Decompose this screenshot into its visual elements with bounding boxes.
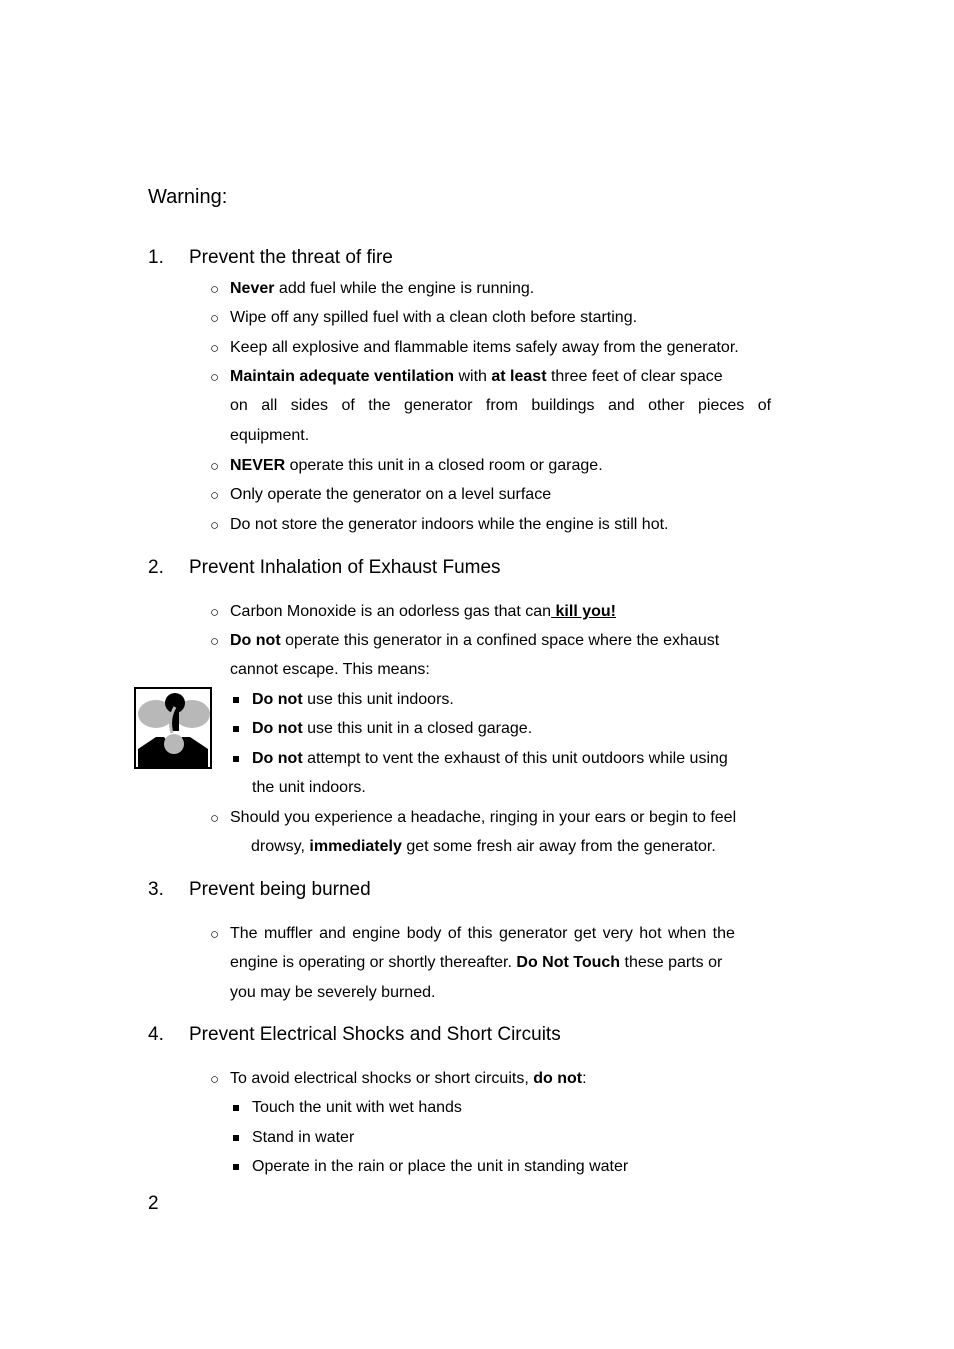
- item-text: The muffler and engine body of this generator get very hot when the: [230, 925, 735, 942]
- square-bullet-icon: [233, 1135, 239, 1141]
- bold-text: Do Not Touch: [516, 954, 621, 971]
- section-title: Prevent Inhalation of Exhaust Fumes: [189, 557, 501, 578]
- item-text: use this unit in a closed garage.: [302, 720, 533, 737]
- item-text: Wipe off any spilled fuel with a clean cloth before starting.: [230, 309, 638, 326]
- item-text: equipment.: [230, 427, 310, 444]
- bold-text: Do not: [230, 632, 281, 649]
- item-text: these parts or: [620, 954, 723, 971]
- circle-bullet-icon: ○: [210, 369, 220, 386]
- emphasis-text: kill you!: [551, 603, 616, 620]
- item-text: operate this generator in a confined space where the exhaust: [280, 632, 720, 649]
- section-number: 4.: [148, 1024, 164, 1045]
- bold-text: do not: [533, 1070, 583, 1087]
- bold-text: Never: [230, 280, 275, 297]
- item-text: Stand in water: [252, 1129, 355, 1146]
- item-text: get some fresh air away from the generator.: [401, 838, 716, 855]
- circle-bullet-icon: ○: [210, 487, 220, 504]
- square-bullet-icon: [233, 756, 239, 762]
- item-text: drowsy,: [251, 838, 310, 855]
- item-text: engine is operating or shortly thereafter.: [230, 954, 517, 971]
- circle-bullet-icon: ○: [210, 633, 220, 650]
- item-text: operate this unit in a closed room or garage.: [285, 457, 603, 474]
- carbon-monoxide-inhalation-icon: [134, 687, 212, 769]
- circle-bullet-icon: ○: [210, 1071, 220, 1088]
- circle-bullet-icon: ○: [210, 310, 220, 327]
- item-text: Do not store the generator indoors while the engine is still hot.: [230, 516, 669, 533]
- section-number: 1.: [148, 247, 164, 268]
- bold-text: Do not: [252, 691, 303, 708]
- item-text: attempt to vent the exhaust of this unit outdoors while using: [302, 750, 728, 767]
- item-text: Keep all explosive and flammable items safely away from the generator.: [230, 339, 739, 356]
- bold-text: Maintain adequate ventilation: [230, 368, 455, 385]
- circle-bullet-icon: ○: [210, 517, 220, 534]
- item-text: three feet of clear space: [546, 368, 723, 385]
- circle-bullet-icon: ○: [210, 604, 220, 621]
- bold-text: Do not: [252, 720, 303, 737]
- item-text: Only operate the generator on a level surface: [230, 486, 552, 503]
- item-text: with: [454, 368, 492, 385]
- item-text: use this unit indoors.: [302, 691, 454, 708]
- square-bullet-icon: [233, 1105, 239, 1111]
- section-number: 3.: [148, 879, 164, 900]
- item-text: add fuel while the engine is running.: [274, 280, 535, 297]
- page-heading: Warning:: [148, 186, 228, 208]
- item-text: the unit indoors.: [252, 779, 366, 796]
- circle-bullet-icon: ○: [210, 458, 220, 475]
- item-text: Operate in the rain or place the unit in standing water: [252, 1158, 629, 1175]
- page-number: 2: [148, 1193, 159, 1214]
- square-bullet-icon: [233, 697, 239, 703]
- circle-bullet-icon: ○: [210, 340, 220, 357]
- bold-text: immediately: [309, 838, 402, 855]
- square-bullet-icon: [233, 726, 239, 732]
- bold-text: at least: [491, 368, 547, 385]
- item-text: Touch the unit with wet hands: [252, 1099, 462, 1116]
- section-number: 2.: [148, 557, 164, 578]
- item-text: To avoid electrical shocks or short circuits,: [230, 1070, 534, 1087]
- item-text: you may be severely burned.: [230, 984, 436, 1001]
- item-text: Should you experience a headache, ringing in your ears or begin to feel: [230, 809, 737, 826]
- bold-text: Do not: [252, 750, 303, 767]
- bold-text: NEVER: [230, 457, 286, 474]
- item-text: Carbon Monoxide is an odorless gas that can: [230, 603, 552, 620]
- square-bullet-icon: [233, 1164, 239, 1170]
- section-title: Prevent the threat of fire: [189, 247, 393, 268]
- circle-bullet-icon: ○: [210, 926, 220, 943]
- circle-bullet-icon: ○: [210, 281, 220, 298]
- item-text: :: [582, 1070, 587, 1087]
- item-text: on all sides of the generator from buildings and other pieces of: [230, 397, 772, 414]
- item-text: cannot escape. This means:: [230, 661, 430, 678]
- section-title: Prevent Electrical Shocks and Short Circuits: [189, 1024, 561, 1045]
- circle-bullet-icon: ○: [210, 810, 220, 827]
- section-title: Prevent being burned: [189, 879, 371, 900]
